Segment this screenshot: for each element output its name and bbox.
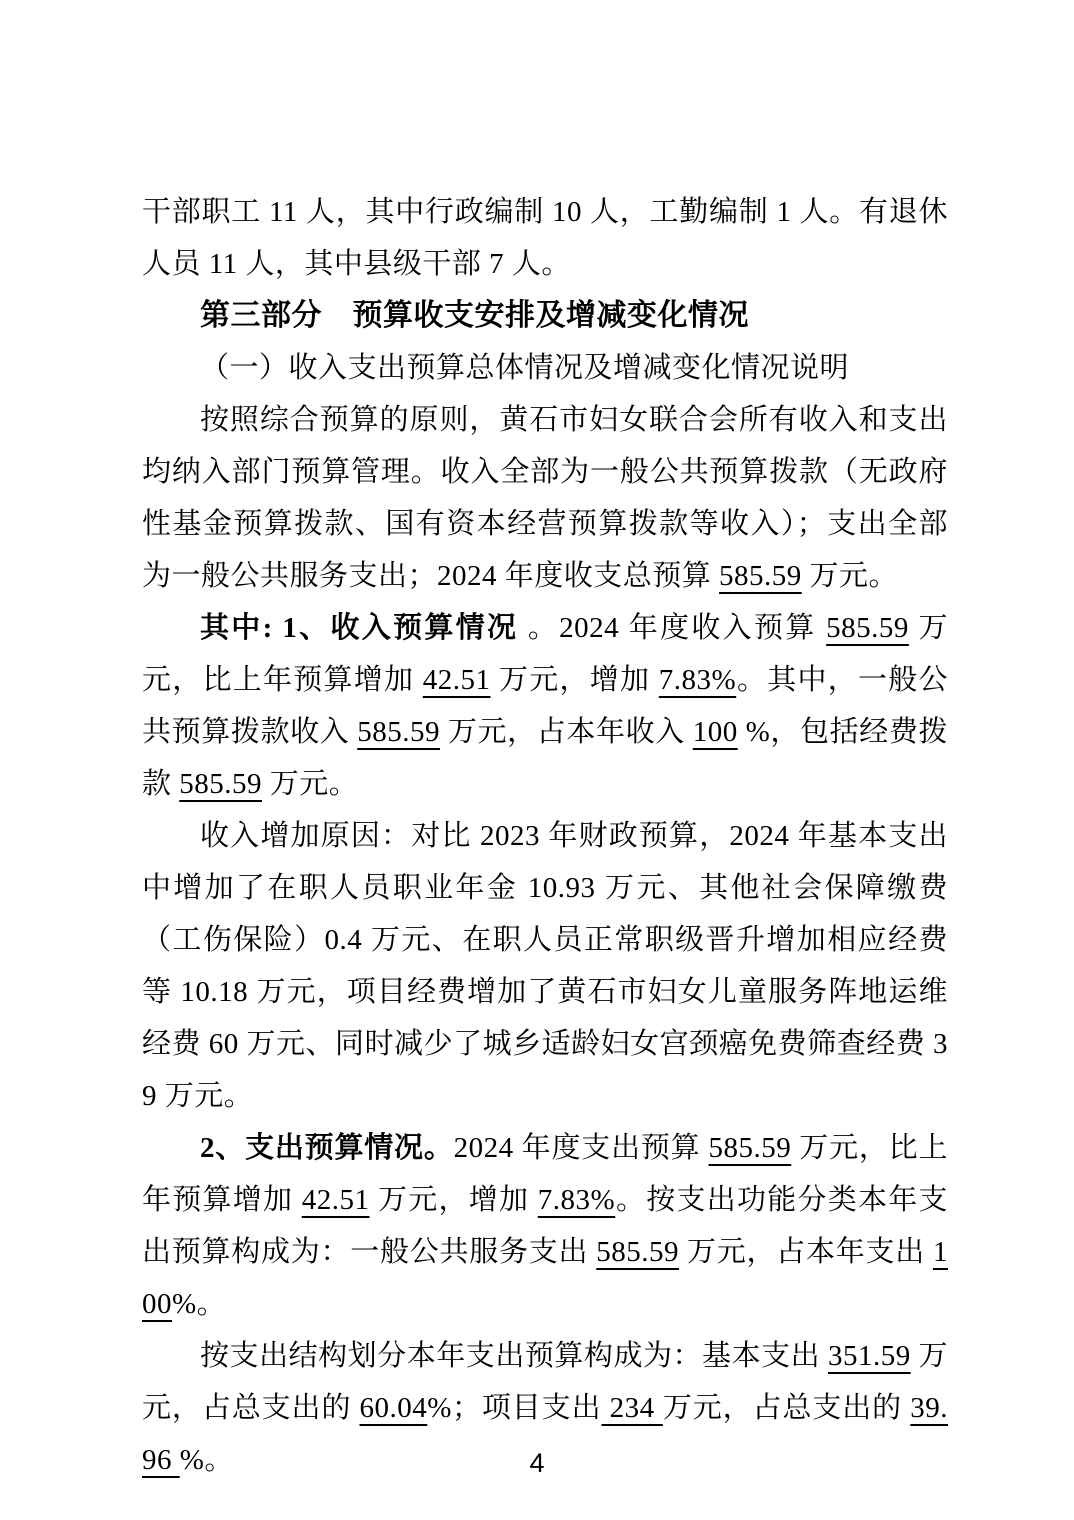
underlined-value: 42.51 [301,1184,370,1216]
text-run: 按照综合预算的原则，黄石市妇女联合会所有收入和支出均纳入部门预算管理。收入全部为一般公共预算拨款（无政府性基金预算拨款、国有资本经营预算拨款等收入）；支出全部为一般公共服务支出；2024 年度收支总预算 [142,404,948,592]
text-run: 万元，占本年支出 [678,1236,933,1268]
text-run: 收入增加原因：对比 2023 年财政预算，2024 年基本支出中增加了在职人员职业年金 10.93 万元、其他社会保障缴费（工伤保险）0.4 万元、在职人员正常职级晋升增加相应经费等 10.18 万元，项目经费增加了黄石市妇女儿童服务阵地运维经费 60 万元、同时减少了城乡适龄妇女宫颈癌免费筛查经费 39 万元。 [142,820,948,1112]
paragraph-income-budget [142,602,948,810]
underlined-value: 351.59 [827,1340,911,1372]
underlined-value: 234 [601,1392,663,1424]
underlined-value: 585.59 [596,1236,679,1268]
text-run: 。2024 年度收入预算 [518,612,827,644]
paragraph-staffing-continuation [142,186,948,290]
text-run: 万元，比上年预算增加 [142,612,948,696]
underlined-value: 100 [692,716,738,748]
underlined-value: 585.59 [708,1132,792,1164]
page-number: 4 [529,1448,545,1478]
text-run: %，包括经费拨款 [142,716,948,800]
paragraph-budget-overview [142,394,948,602]
document-content [142,186,948,1486]
underlined-value: 7.83% [658,664,737,696]
subsection-heading [142,342,948,394]
bold-lead-in: 其中: 1、收入预算情况 [200,612,519,644]
heading-text: 第三部分 预算收支安排及增减变化情况 [200,299,749,332]
text-run: %。 [179,1444,234,1476]
text-run: 。其中，一般公共预算拨款收入 [142,664,948,748]
text-run: %；项目支出 [427,1392,602,1424]
underlined-value: 100 [142,1236,948,1320]
section-heading [142,290,948,342]
text-run: 万元，增加 [369,1184,538,1216]
text-run: 万元。 [801,560,899,592]
underlined-value: 585.59 [357,716,440,748]
text-run: 万元，增加 [490,664,659,696]
underlined-value: 585.59 [719,560,802,592]
underlined-value: 42.51 [422,664,491,696]
text-run: 万元。 [262,768,359,800]
text-run: %。 [172,1288,227,1320]
bold-lead-in: 2、支出预算情况。 [200,1132,454,1164]
underlined-value: 60.04 [359,1392,428,1424]
subheading-text: （一）收入支出预算总体情况及增减变化情况说明 [200,352,850,384]
text-run: 2024 年度支出预算 [453,1132,709,1164]
underlined-value: 585.59 [179,768,263,800]
underlined-value: 585.59 [826,612,909,644]
text-run: 万元，占本年收入 [439,716,693,748]
text-run: 万元，比上年预算增加 [142,1132,948,1216]
text-run: 按支出结构划分本年支出预算构成为：基本支出 [200,1340,828,1372]
underlined-value: 7.83% [537,1184,616,1216]
paragraph-income-increase-reason [142,810,948,1122]
text-run: 。按支出功能分类本年支出预算构成为：一般公共服务支出 [142,1184,948,1268]
underlined-value: 39.96 [142,1392,948,1476]
paragraph-expenditure-budget [142,1122,948,1330]
text-run: 万元，占总支出的 [662,1392,911,1424]
text-run: 干部职工 11 人，其中行政编制 10 人，工勤编制 1 人。有退休人员 11 人，其中县级干部 7 人。 [142,196,948,280]
text-run: 万元，占总支出的 [142,1340,948,1424]
